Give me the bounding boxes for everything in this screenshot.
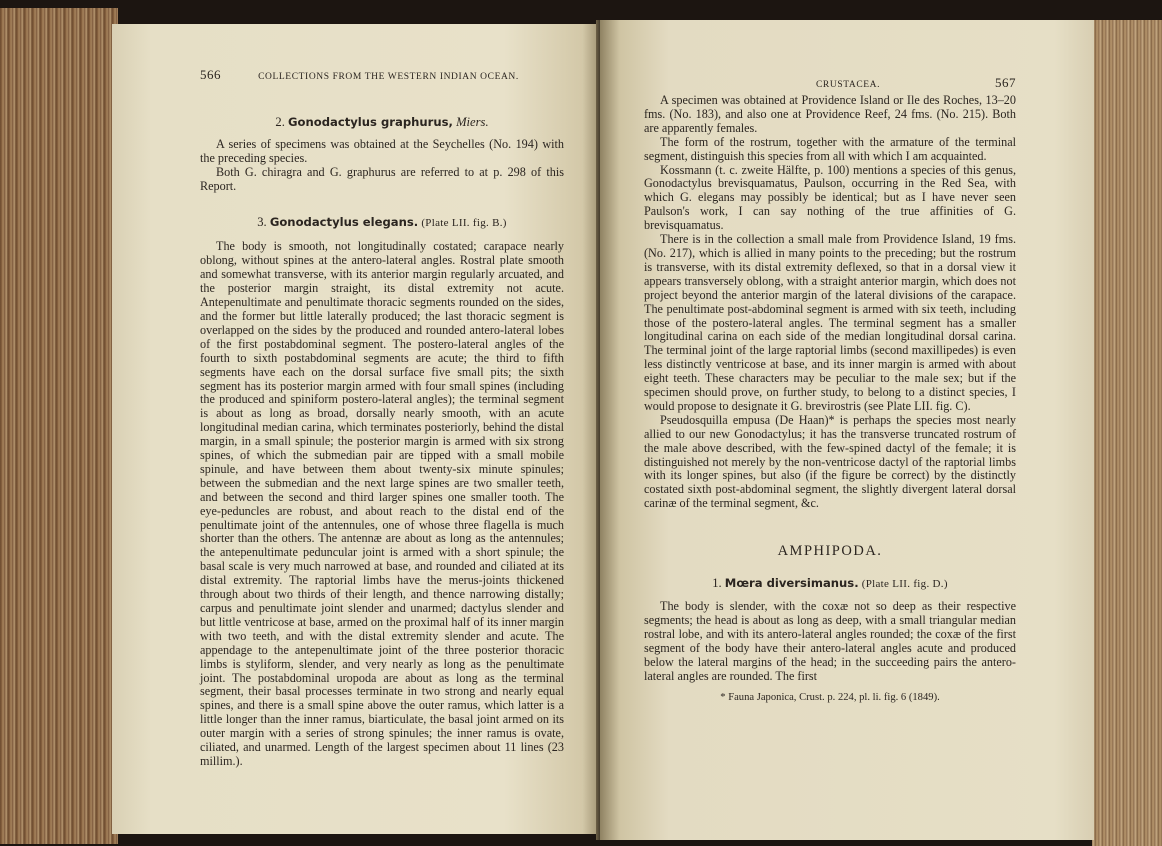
paragraph: The body is slender, with the coxæ not so deep as their respective segments; the head is about as long as deep, with a small triangular median rostral lobe, and with its antero-lateral angles rounded; the coxæ of the first segment of the body have their antero-lateral angles acute and produced below the lateral margins of the head; in the succeeding pairs the antero-lateral angles are rounded. The first <box>644 599 1016 683</box>
species-name: Gonodactylus elegans. <box>269 214 419 229</box>
left-running-head <box>200 68 576 85</box>
left-running-title: COLLECTIONS FROM THE WESTERN INDIAN OCEAN. <box>258 72 519 82</box>
paragraph: Both G. chiragra and G. graphurus are referred to at p. 298 of this Report. <box>200 164 564 193</box>
paragraph: A specimen was obtained at Providence Island or Ile des Roches, 13–20 fms. (No. 183), and also one at Providence Reef, 24 fms. (No. 215). Both are apparently females. <box>644 93 1016 135</box>
paragraph: Pseudosquilla empusa (De Haan)* is perhaps the species most nearly allied to our new Gonodactylus; it has the transverse truncated rostrum of the male above described, with the few-spined dactyl of the female; it is distinguished not merely by the non-ventricose dactyl of the raptorial limbs with its longer spines, but also (if the figure be correct) by the distinctly costated sixth post-abdominal segment, the slightly divergent lateral dorsal carinæ of the terminal segment, &c. <box>644 412 1016 511</box>
right-page <box>600 20 1094 840</box>
species-author: Miers. <box>456 115 489 129</box>
major-heading: AMPHIPODA. <box>777 543 883 560</box>
paragraph: There is in the collection a small male from Providence Island, 19 fms. (No. 217), which is allied in many points to the preceding; but the rostrum is transverse, with its distal extremity deflexed, so that in a dorsal view it appears transversely oblong, with a straight anterior margin, which does not project beyond the anterior margin of the lateral divisions of the carapace. The penultimate post-abdominal segment is armed with six teeth, including those of the postero-lateral angles. The terminal segment has a smaller longitudinal carina on each side of the median longitudinal dorsal carina. The terminal joint of the large raptorial limbs (second maxillipedes) is even less distinctly ventricose at base, and its inner margin is armed with about eight teeth. These characters may be peculiar to the male sex; but if the specimen should prove, on further study, to belong to a distinct species, I would propose to designate it G. brevirostris (see Plate LII. fig. C). <box>644 232 1016 413</box>
paragraph: The body is smooth, not longitudinally costated; carapace nearly oblong, without spines at the antero-lateral angles. Rostral plate smooth and somewhat transverse, with its anterior margin regularly arcuated, and the posterior margin straight, its distal extremity not acute. Antepenultimate and penultimate thoracic segments rounded on the sides, and the former but little laterally produced; the last thoracic segment is overlapped on the sides by the produced and rounded antero-lateral lobes of the first postabdominal segment. The postero-lateral angles of the fourth to sixth postabdominal segments are acute; the third to fifth segments have each on the dorsal surface five small pits; the sixth segment has its posterior margin armed with four small spines (including the produced and spiniform postero-lateral angles); the terminal segment is about as long as broad, dorsally nearly smooth, with an acute longitudinal median carina, which terminates posteriorly, behind the distal margin, in a small spinule; the posterior margin is armed with six strong spines, of which the submedian pair are tipped with a small mobile spinule, and have between them about twenty-six minute spinules; between the submedian and the next large spines are two smaller teeth, and between the second and third larger spines one smaller tooth. The eye-peduncles are robust, and about reach to the distal end of the penultimate joint of the antennules, one of whose three flagella is much shorter than the others. The antennæ are about as long as the antennules; the antepenultimate peduncular joint is armed with a short spinule; the basal scale is very much narrowed at base, and rounded and ciliated at its distal extremity. The raptorial limbs have the merus-joints thickened through about two thirds of their length, and thence narrowing distally; carpus and penultimate joint slender and unarmed; dactylus slender and but little ventricose at base, armed on the proximal half of its inner margin with two teeth, and with the distal extremity slender and acute. The appendage to the antepenultimate joint of the three posterior thoracic limbs is styliform, slender, and very nearly as long as the penultimate joint. The postabdominal uropoda are about as long as the terminal segment, their basal processes terminate in two strong and nearly equal spines, and there is a small spine above the outer ramus, which latter is a little longer than the inner ramus, biarticulate, the basal joint armed on its outer margin with a series of strong spinules; the inner ramus is ovate, ciliated, and unarmed. Length of the largest specimen about 11 lines (23 millim.). <box>200 239 564 768</box>
paragraph: A series of specimens was obtained at the Seychelles (No. 194) with the preceding species. <box>200 136 564 165</box>
section-heading-3 <box>200 216 564 231</box>
species-name: Gonodactylus graphurus, <box>288 115 453 129</box>
page-edges-left <box>0 8 118 844</box>
species-name: Mœra diversimanus. <box>724 576 859 591</box>
left-page-number: 566 <box>200 67 221 82</box>
left-text-column <box>200 90 564 769</box>
section-number: 3. <box>257 214 267 229</box>
paragraph: Kossmann (t. c. zweite Hälfte, p. 100) mentions a species of this genus, Gonodactylus brevisquamatus, Paulson, occurring in the Red Sea, with which G. elegans may possibly be identical; but as I have never seen Paulson's work, I can say nothing of the true affinities of G. brevisquamatus. <box>644 162 1016 233</box>
plate-reference: (Plate LII. fig. B.) <box>421 216 507 229</box>
right-running-head <box>816 76 1016 93</box>
right-page-number: 567 <box>995 75 1016 90</box>
footnote: * Fauna Japonica, Crust. p. 224, pl. li. fig. 6 (1849). <box>720 692 940 704</box>
plate-reference: (Plate LII. fig. D.) <box>861 578 948 591</box>
section-number: 2. <box>275 115 285 129</box>
right-text-column <box>644 94 1016 705</box>
section-heading-amphipoda-1 <box>644 577 1016 592</box>
section-number: 1. <box>712 576 722 591</box>
section-heading-2 <box>200 116 564 130</box>
left-page <box>112 24 602 834</box>
right-running-title: CRUSTACEA. <box>816 80 881 90</box>
paragraph: The form of the rostrum, together with the armature of the terminal segment, distinguish this species from all with which I am acquainted. <box>644 134 1016 163</box>
page-edges-right <box>1092 20 1162 846</box>
